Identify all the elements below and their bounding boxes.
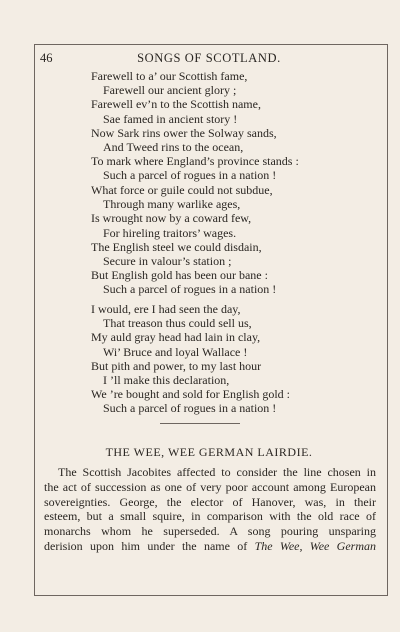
prose-line: the act of succession as one of very poor account among European: [44, 479, 376, 494]
poem-line: Such a parcel of rogues in a nation !: [103, 401, 277, 416]
poem-line: But English gold has been our bane :: [91, 268, 268, 283]
section-divider: [160, 423, 240, 424]
poem-line: Such a parcel of rogues in a nation !: [103, 282, 277, 297]
poem-line: I would, ere I had seen the day,: [91, 302, 241, 316]
page-number: 46: [40, 51, 53, 65]
prose-line: monarchs whom he superseded. A song pouring unsparing: [44, 524, 376, 539]
poem-line: My auld gray head had lain in clay,: [91, 330, 261, 345]
poem-line: To mark where England’s province stands :: [91, 154, 299, 169]
poem-line: Now Sark rins ower the Solway sands,: [91, 125, 277, 140]
poem-line: Farewell ev’n to the Scottish name,: [91, 97, 261, 112]
poem-line: Is wrought now by a coward few,: [91, 211, 252, 226]
poem-line: For hireling traitors’ wages.: [103, 225, 237, 240]
prose-line: esteem, but a small squire, in comparison with the old race of: [44, 509, 376, 524]
poem-stanza: [91, 302, 381, 416]
poem-line: Farewell to a’ our Scottish fame,: [91, 69, 248, 83]
prose-line: The Scottish Jacobites affected to consider the line chosen in: [58, 465, 376, 479]
poem-line: What force or guile could not subdue,: [91, 183, 273, 197]
poem-line: Farewell our ancient glory ;: [103, 83, 237, 98]
poem-line: Wi’ Bruce and loyal Wallace !: [103, 344, 248, 359]
poem-line: That treason thus could sell us,: [103, 316, 252, 331]
prose-line-text: derision upon him under the name of: [44, 538, 255, 553]
poem-line: Such a parcel of rogues in a nation !: [103, 168, 277, 183]
poem-line: Secure in valour’s station ;: [103, 254, 232, 269]
poem-line: Through many warlike ages,: [103, 197, 241, 212]
poem-stanza: [91, 183, 381, 297]
prose-paragraph: [44, 465, 376, 554]
poem-line: And Tweed rins to the ocean,: [103, 140, 244, 155]
poem-line: But pith and power, to my last hour: [91, 358, 262, 373]
poem-line: Sae famed in ancient story !: [103, 111, 238, 126]
song-title-italic: The Wee, Wee German: [254, 538, 376, 553]
prose-line-last: [44, 539, 376, 554]
poem-line: I ’ll make this declaration,: [103, 373, 230, 388]
page-header: [40, 50, 378, 66]
section-title: THE WEE, WEE GERMAN LAIRDIE.: [105, 445, 313, 459]
poem-stanza: [91, 69, 381, 183]
running-head: SONGS OF SCOTLAND.: [137, 51, 281, 65]
poem-line: We ’re bought and sold for English gold :: [91, 387, 291, 402]
poem-line: The English steel we could disdain,: [91, 239, 262, 254]
prose-line: sovereignties. George, the elector of Hanover, was, in their: [44, 494, 376, 509]
